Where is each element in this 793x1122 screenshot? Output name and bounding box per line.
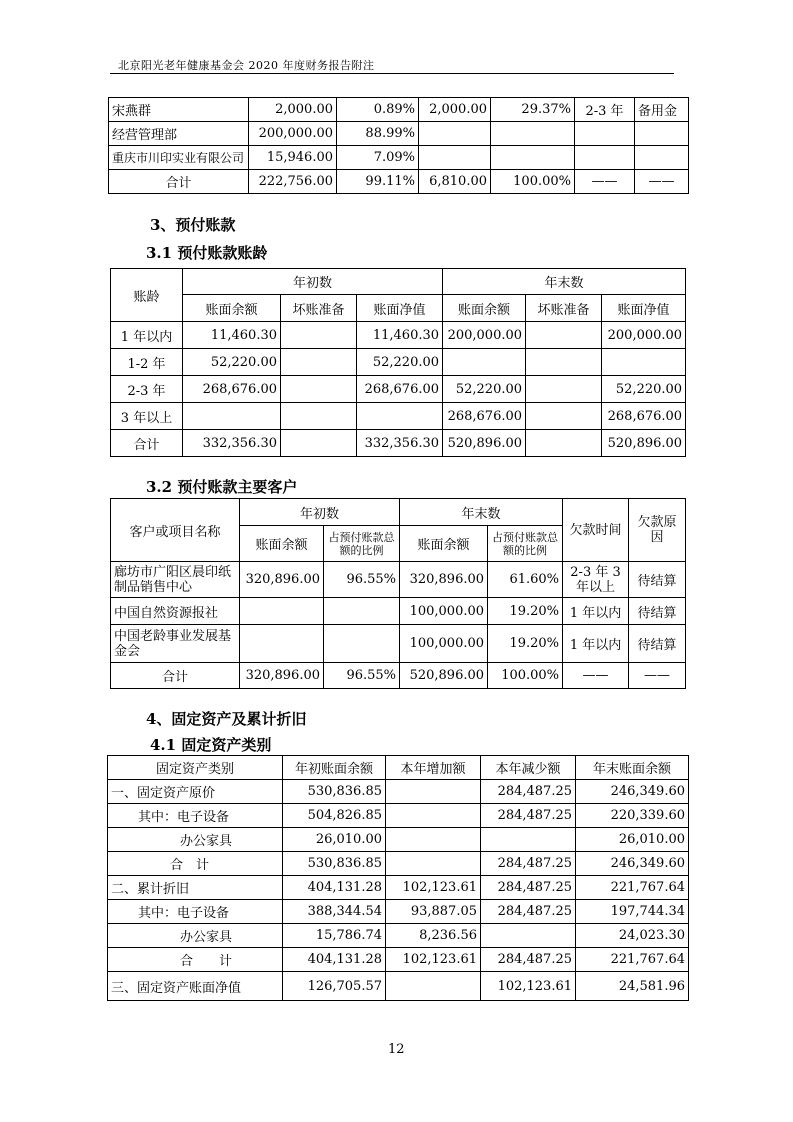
table-cell: 宋燕群 bbox=[109, 98, 249, 122]
table-cell: 102,123.61 bbox=[386, 876, 481, 900]
table-cell: 中国自然资源报社 bbox=[111, 598, 240, 625]
table-cell: 办公家具 bbox=[108, 828, 283, 852]
table-cell: 中国老龄事业发展基金会 bbox=[111, 625, 240, 663]
table-cell bbox=[526, 403, 602, 430]
table-cell: 52,220.00 bbox=[357, 349, 443, 376]
table-cell: 11,460.30 bbox=[357, 322, 443, 349]
table-header-row bbox=[111, 269, 686, 295]
table-cell: 1-2 年 bbox=[111, 349, 183, 376]
table-row bbox=[108, 804, 689, 828]
table-cell: 221,767.64 bbox=[576, 948, 689, 972]
table-cell: 19.20% bbox=[488, 598, 563, 625]
table-row bbox=[108, 780, 689, 804]
table-cell bbox=[386, 804, 481, 828]
table-cell: 本年增加额 bbox=[386, 756, 481, 780]
table-cell: 268,676.00 bbox=[602, 403, 686, 430]
section-title: 4、固定资产及累计折旧 bbox=[146, 710, 307, 728]
table-cell: —— bbox=[563, 663, 629, 689]
table-cell: 占预付账款总额的比例 bbox=[488, 526, 563, 562]
table-row bbox=[111, 625, 686, 663]
table-cell: 504,826.85 bbox=[283, 804, 386, 828]
table-cell: 8,236.56 bbox=[386, 924, 481, 948]
page-number: 12 bbox=[388, 1042, 405, 1057]
table-cell bbox=[443, 349, 526, 376]
table-cell: 284,487.25 bbox=[481, 900, 576, 924]
table-cell: 530,836.85 bbox=[283, 852, 386, 876]
table-cell: 246,349.60 bbox=[576, 780, 689, 804]
table-row bbox=[108, 972, 689, 1001]
table-cell: 100,000.00 bbox=[400, 598, 488, 625]
table-row bbox=[108, 948, 689, 972]
table-row bbox=[109, 98, 689, 122]
table-cell bbox=[281, 376, 357, 403]
table-cell: 待结算 bbox=[629, 562, 686, 598]
table-cell: 经营管理部 bbox=[109, 122, 249, 146]
prepayment-customers-table bbox=[110, 498, 686, 689]
table-cell: 坏账准备 bbox=[526, 295, 602, 322]
section-title: 3、预付账款 bbox=[150, 216, 236, 234]
table-row bbox=[108, 876, 689, 900]
table-cell bbox=[324, 598, 400, 625]
table-cell: 61.60% bbox=[488, 562, 563, 598]
table-row bbox=[108, 924, 689, 948]
table-cell: 15,946.00 bbox=[249, 146, 337, 170]
table-cell: 332,356.30 bbox=[357, 430, 443, 457]
table-cell bbox=[635, 122, 689, 146]
table-row bbox=[108, 852, 689, 876]
table-row bbox=[111, 562, 686, 598]
receivables-table bbox=[108, 97, 689, 194]
table-cell: 100.00% bbox=[488, 663, 563, 689]
table-cell: 52,220.00 bbox=[443, 376, 526, 403]
table-cell: 96.55% bbox=[324, 562, 400, 598]
table-cell: 7.09% bbox=[337, 146, 419, 170]
subsection-title: 3.1 预付账款账龄 bbox=[146, 244, 268, 262]
table-cell: 2,000.00 bbox=[249, 98, 337, 122]
table-cell: 账面余额 bbox=[400, 526, 488, 562]
table-cell bbox=[419, 146, 491, 170]
table-cell: 欠款原因 bbox=[629, 499, 686, 562]
table-cell: 欠款时间 bbox=[563, 499, 629, 562]
table-cell: 284,487.25 bbox=[481, 804, 576, 828]
table-cell: 126,705.57 bbox=[283, 972, 386, 1001]
table-cell bbox=[281, 322, 357, 349]
table-cell: 年初数 bbox=[183, 269, 443, 295]
table-cell: 320,896.00 bbox=[240, 562, 324, 598]
table-cell: —— bbox=[629, 663, 686, 689]
table-cell: 一、固定资产原价 bbox=[108, 780, 283, 804]
table-cell: 廊坊市广阳区晨印纸制品销售中心 bbox=[111, 562, 240, 598]
table-row bbox=[111, 322, 686, 349]
table-cell bbox=[386, 828, 481, 852]
table-cell bbox=[491, 122, 575, 146]
table-cell bbox=[575, 146, 635, 170]
table-cell: 200,000.00 bbox=[443, 322, 526, 349]
prepayment-aging-table bbox=[110, 268, 686, 457]
table-row bbox=[109, 122, 689, 146]
table-cell: 其中：电子设备 bbox=[108, 804, 283, 828]
table-cell: 其中：电子设备 bbox=[108, 900, 283, 924]
table-cell: 26,010.00 bbox=[576, 828, 689, 852]
table-cell: 2-3 年 3 年以上 bbox=[563, 562, 629, 598]
table-cell: 220,339.60 bbox=[576, 804, 689, 828]
table-cell: 93,887.05 bbox=[386, 900, 481, 924]
table-cell: 520,896.00 bbox=[443, 430, 526, 457]
table-header-row bbox=[111, 295, 686, 322]
table-row bbox=[108, 900, 689, 924]
table-cell: 404,131.28 bbox=[283, 948, 386, 972]
table-cell bbox=[240, 598, 324, 625]
table-cell bbox=[481, 828, 576, 852]
table-cell: 284,487.25 bbox=[481, 948, 576, 972]
table-row bbox=[111, 598, 686, 625]
table-row bbox=[111, 663, 686, 689]
table-cell: 固定资产类别 bbox=[108, 756, 283, 780]
table-cell: 合 计 bbox=[108, 948, 283, 972]
table-cell: 2-3 年 bbox=[575, 98, 635, 122]
table-cell bbox=[526, 430, 602, 457]
table-cell: 年末数 bbox=[400, 499, 563, 526]
table-cell: 合计 bbox=[111, 430, 183, 457]
table-cell: 账面净值 bbox=[602, 295, 686, 322]
table-cell: 332,356.30 bbox=[183, 430, 281, 457]
table-cell bbox=[386, 780, 481, 804]
table-cell: 268,676.00 bbox=[443, 403, 526, 430]
table-cell bbox=[526, 376, 602, 403]
table-cell bbox=[183, 403, 281, 430]
table-cell: 客户或项目名称 bbox=[111, 499, 240, 562]
table-cell: 11,460.30 bbox=[183, 322, 281, 349]
table-cell: 197,744.34 bbox=[576, 900, 689, 924]
table-cell: —— bbox=[575, 170, 635, 194]
table-cell: 200,000.00 bbox=[249, 122, 337, 146]
table-cell: 待结算 bbox=[629, 598, 686, 625]
table-cell bbox=[526, 349, 602, 376]
table-cell: 备用金 bbox=[635, 98, 689, 122]
table-cell: 100.00% bbox=[491, 170, 575, 194]
subsection-title: 3.2 预付账款主要客户 bbox=[146, 478, 298, 496]
table-cell: 102,123.61 bbox=[481, 972, 576, 1001]
table-row bbox=[111, 349, 686, 376]
table-cell: 102,123.61 bbox=[386, 948, 481, 972]
table-cell: 年初数 bbox=[240, 499, 400, 526]
table-cell: 1 年以内 bbox=[563, 625, 629, 663]
table-cell: 24,023.30 bbox=[576, 924, 689, 948]
table-cell bbox=[419, 122, 491, 146]
table-cell: 年初账面余额 bbox=[283, 756, 386, 780]
table-cell: 388,344.54 bbox=[283, 900, 386, 924]
table-cell bbox=[281, 403, 357, 430]
table-cell: 合计 bbox=[111, 663, 240, 689]
table-cell: 404,131.28 bbox=[283, 876, 386, 900]
table-cell bbox=[575, 122, 635, 146]
table-cell: 29.37% bbox=[491, 98, 575, 122]
table-cell: 3 年以上 bbox=[111, 403, 183, 430]
table-cell: 6,810.00 bbox=[419, 170, 491, 194]
table-cell: 重庆市川印实业有限公司 bbox=[109, 146, 249, 170]
table-cell: 19.20% bbox=[488, 625, 563, 663]
table-cell: 320,896.00 bbox=[240, 663, 324, 689]
table-cell bbox=[281, 349, 357, 376]
table-cell: 320,896.00 bbox=[400, 562, 488, 598]
table-cell: 284,487.25 bbox=[481, 780, 576, 804]
table-cell bbox=[481, 924, 576, 948]
report-header: 北京阳光老年健康基金会 2020 年度财务报告附注 bbox=[118, 59, 375, 72]
table-cell: 账龄 bbox=[111, 269, 183, 322]
table-header-row bbox=[111, 499, 686, 526]
table-cell bbox=[386, 852, 481, 876]
table-cell: —— bbox=[635, 170, 689, 194]
table-cell bbox=[635, 146, 689, 170]
table-cell: 账面余额 bbox=[443, 295, 526, 322]
fixed-assets-table bbox=[107, 755, 689, 1001]
header-rule bbox=[110, 73, 674, 74]
table-row bbox=[109, 146, 689, 170]
table-cell: 1 年以内 bbox=[111, 322, 183, 349]
table-cell: 268,676.00 bbox=[357, 376, 443, 403]
table-cell: 530,836.85 bbox=[283, 780, 386, 804]
table-row bbox=[111, 403, 686, 430]
subsection-title: 4.1 固定资产类别 bbox=[150, 736, 272, 754]
table-cell: 520,896.00 bbox=[602, 430, 686, 457]
table-cell: 99.11% bbox=[337, 170, 419, 194]
table-cell bbox=[240, 625, 324, 663]
table-cell: 办公家具 bbox=[108, 924, 283, 948]
table-cell: 52,220.00 bbox=[602, 376, 686, 403]
table-cell: 三、固定资产账面净值 bbox=[108, 972, 283, 1001]
table-cell: 284,487.25 bbox=[481, 852, 576, 876]
table-row bbox=[111, 430, 686, 457]
table-cell: 账面净值 bbox=[357, 295, 443, 322]
table-cell: 账面余额 bbox=[183, 295, 281, 322]
table-row bbox=[111, 376, 686, 403]
table-cell: 88.99% bbox=[337, 122, 419, 146]
table-cell: 二、累计折旧 bbox=[108, 876, 283, 900]
table-cell bbox=[324, 625, 400, 663]
table-cell bbox=[386, 972, 481, 1001]
table-cell: 100,000.00 bbox=[400, 625, 488, 663]
table-cell: 246,349.60 bbox=[576, 852, 689, 876]
table-cell: 24,581.96 bbox=[576, 972, 689, 1001]
table-row bbox=[108, 828, 689, 852]
table-cell: 520,896.00 bbox=[400, 663, 488, 689]
table-cell: 284,487.25 bbox=[481, 876, 576, 900]
table-cell: 2,000.00 bbox=[419, 98, 491, 122]
table-cell: 账面余额 bbox=[240, 526, 324, 562]
table-cell: 15,786.74 bbox=[283, 924, 386, 948]
table-cell: 1 年以内 bbox=[563, 598, 629, 625]
table-cell: 221,767.64 bbox=[576, 876, 689, 900]
table-cell: 222,756.00 bbox=[249, 170, 337, 194]
table-cell: 268,676.00 bbox=[183, 376, 281, 403]
table-cell: 年末账面余额 bbox=[576, 756, 689, 780]
table-cell: 合 计 bbox=[108, 852, 283, 876]
table-cell: 年末数 bbox=[443, 269, 686, 295]
table-header-row bbox=[108, 756, 689, 780]
table-cell: 待结算 bbox=[629, 625, 686, 663]
table-cell: 96.55% bbox=[324, 663, 400, 689]
table-cell: 合计 bbox=[109, 170, 249, 194]
table-cell bbox=[491, 146, 575, 170]
table-cell: 26,010.00 bbox=[283, 828, 386, 852]
table-cell bbox=[602, 349, 686, 376]
table-cell: 200,000.00 bbox=[602, 322, 686, 349]
table-cell: 2-3 年 bbox=[111, 376, 183, 403]
table-cell: 52,220.00 bbox=[183, 349, 281, 376]
table-cell: 0.89% bbox=[337, 98, 419, 122]
table-cell: 本年减少额 bbox=[481, 756, 576, 780]
table-cell bbox=[526, 322, 602, 349]
table-cell bbox=[281, 430, 357, 457]
table-cell: 坏账准备 bbox=[281, 295, 357, 322]
table-cell bbox=[357, 403, 443, 430]
table-row bbox=[109, 170, 689, 194]
table-cell: 占预付账款总额的比例 bbox=[324, 526, 400, 562]
